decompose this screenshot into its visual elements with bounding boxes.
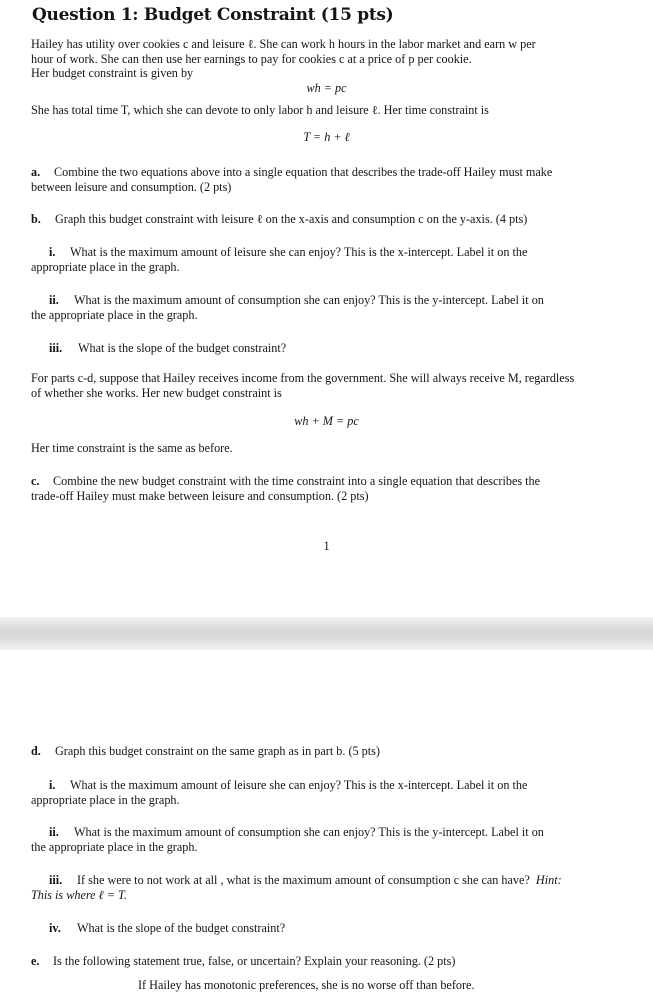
part-d-ii-line-1: What is the maximum amount of consumption she can enjoy? This is the y-intercept. Label it on	[74, 825, 544, 839]
part-c-label: c.	[31, 474, 40, 488]
time-equation: T = h + ℓ	[303, 130, 350, 144]
document-page-2	[0, 650, 653, 997]
part-a-line-1: Combine the two equations above into a single equation that describes the trade-off Hailey must make	[54, 165, 553, 179]
budget-equation: wh = pc	[306, 81, 347, 95]
part-e-statement: If Hailey has monotonic preferences, she is no worse off than before.	[138, 978, 475, 992]
part-d-i-line-2: appropriate place in the graph.	[31, 793, 180, 807]
part-d-iii-line-1	[77, 873, 562, 888]
part-b-i-label: i.	[49, 245, 56, 259]
part-d-ii-label: ii.	[49, 825, 59, 839]
page-break-separator	[0, 617, 653, 650]
part-d-label: d.	[31, 744, 41, 758]
part-d-i-line-1: What is the maximum amount of leisure she can enjoy? This is the x-intercept. Label it on the	[70, 778, 528, 792]
part-b-iii-label: iii.	[49, 341, 63, 355]
page-number: 1	[323, 539, 330, 553]
part-b-ii-line-1: What is the maximum amount of consumption she can enjoy? This is the y-intercept. Label it on	[74, 293, 544, 307]
part-a-label: a.	[31, 165, 41, 179]
question-title: Question 1: Budget Constraint (15 pts)	[32, 5, 394, 25]
intro-line-3: Her budget constraint is given by	[31, 66, 194, 80]
part-d-iv-label: iv.	[49, 921, 61, 935]
part-b-ii-line-2: the appropriate place in the graph.	[31, 308, 198, 322]
part-d-iii-line-2: This is where ℓ = T.	[31, 888, 127, 902]
part-d-line-1: Graph this budget constraint on the same graph as in part b. (5 pts)	[55, 744, 380, 758]
part-c-line-2: trade-off Hailey must make between leisure and consumption. (2 pts)	[31, 489, 369, 503]
part-e-label: e.	[31, 954, 40, 968]
part-d-iii-question: If she were to not work at all , what is the maximum amount of consumption c she can have?	[77, 873, 530, 887]
part-d-iv-line-1: What is the slope of the budget constraint?	[77, 921, 286, 935]
part-a-line-2: between leisure and consumption. (2 pts)	[31, 180, 232, 194]
same-constraint-text: Her time constraint is the same as before.	[31, 441, 233, 455]
time-constraint-text: She has total time T, which she can devote to only labor h and leisure ℓ. Her time constraint is	[31, 103, 489, 117]
new-budget-equation: wh + M = pc	[294, 414, 359, 428]
part-d-iii-hint-label: Hint:	[535, 873, 562, 887]
part-d-iii-label: iii.	[49, 873, 63, 887]
intro-line-2: hour of work. She can then use her earnings to pay for cookies c at a price of p per cookie.	[31, 52, 472, 66]
parts-cd-intro-line-2: of whether she works. Her new budget constraint is	[31, 386, 282, 400]
part-c-line-1: Combine the new budget constraint with the time constraint into a single equation that describes the	[53, 474, 541, 488]
part-b-i-line-2: appropriate place in the graph.	[31, 260, 180, 274]
part-d-ii-line-2: the appropriate place in the graph.	[31, 840, 198, 854]
part-d-i-label: i.	[49, 778, 56, 792]
part-b-iii-line-1: What is the slope of the budget constraint?	[78, 341, 287, 355]
part-b-line-1: Graph this budget constraint with leisure ℓ on the x-axis and consumption c on the y-axis. (4 pts)	[55, 212, 528, 226]
part-e-line-1: Is the following statement true, false, or uncertain? Explain your reasoning. (2 pts)	[53, 954, 456, 968]
part-b-label: b.	[31, 212, 41, 226]
intro-line-1: Hailey has utility over cookies c and leisure ℓ. She can work h hours in the labor market and earn w per	[31, 37, 536, 51]
part-b-i-line-1: What is the maximum amount of leisure she can enjoy? This is the x-intercept. Label it on the	[70, 245, 528, 259]
parts-cd-intro-line-1: For parts c-d, suppose that Hailey receives income from the government. She will always receive M, regardless	[31, 371, 575, 385]
part-b-ii-label: ii.	[49, 293, 59, 307]
